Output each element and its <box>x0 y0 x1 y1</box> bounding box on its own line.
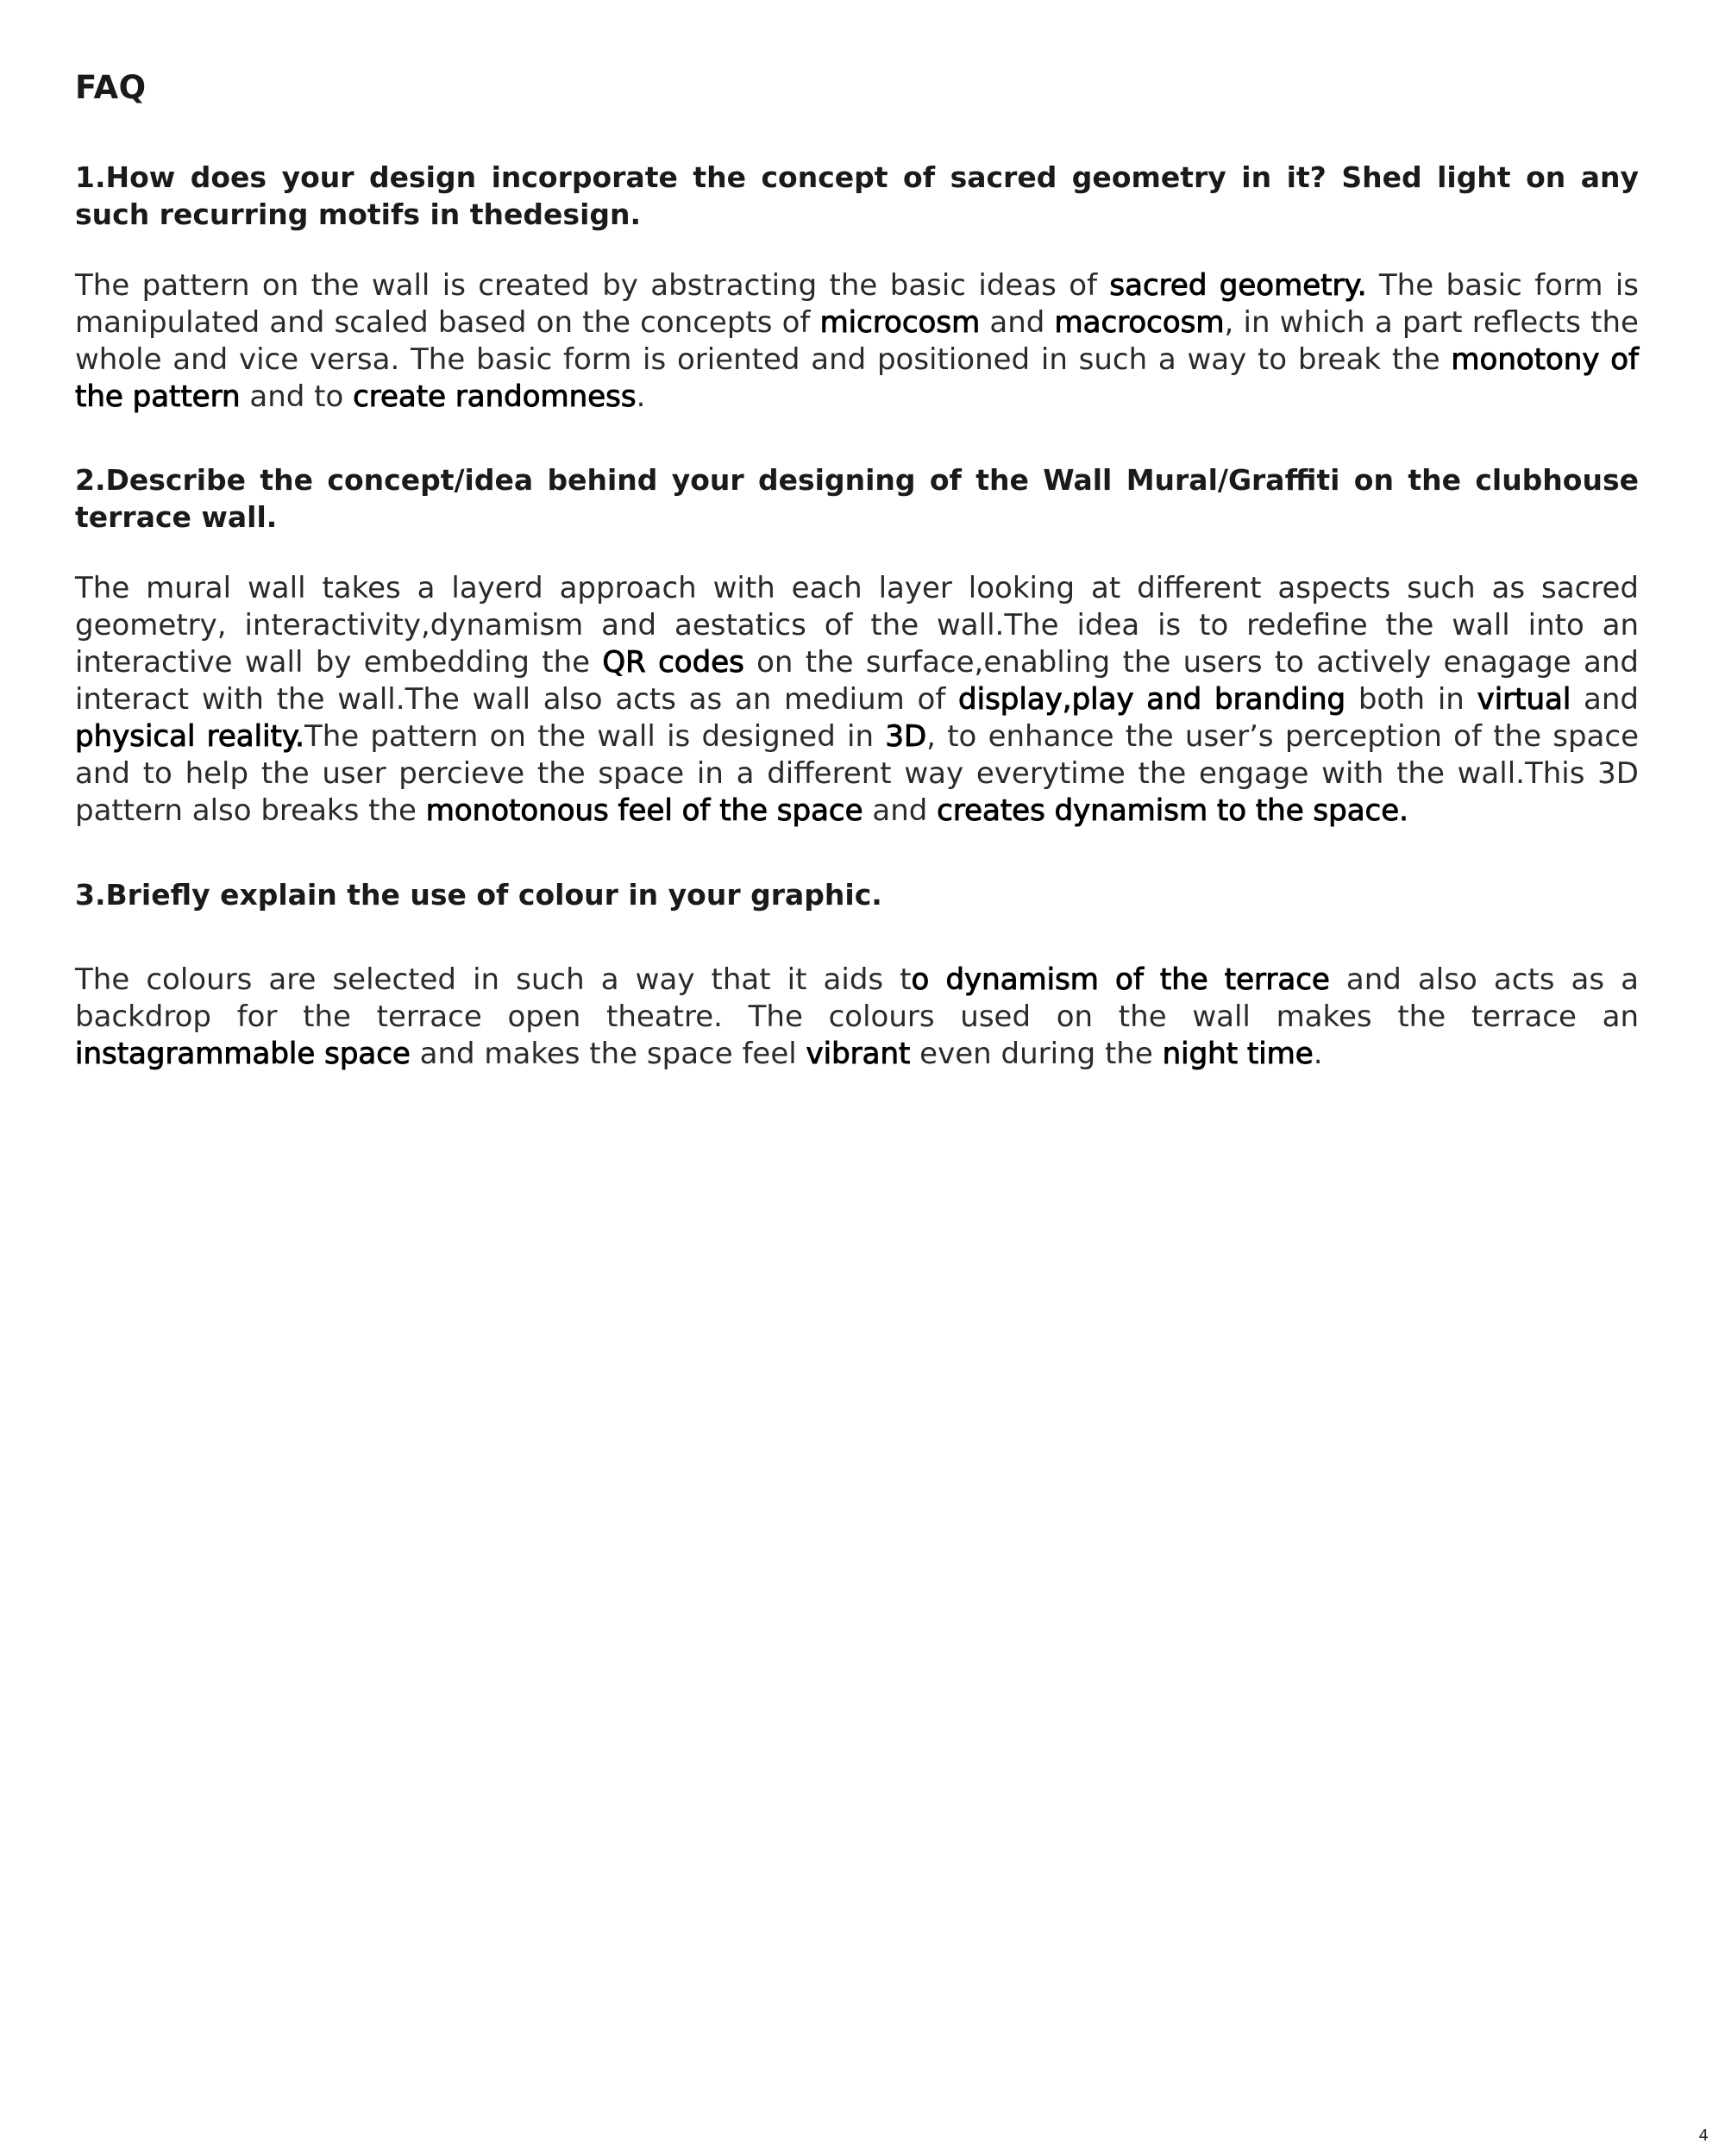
answer-text: . <box>1313 1037 1323 1071</box>
answer-emphasis: virtual <box>1477 682 1571 717</box>
faq-question-1: 1.How does your design incorporate the concept of sacred geometry in it? Shed light on any such recurring motifs in thedesign. <box>75 160 1639 231</box>
answer-emphasis: macrocosm <box>1054 305 1225 340</box>
answer-text: , in which a part reflects the whole and vice versa. The basic form is oriented and positioned in such a way to break the <box>75 305 1639 377</box>
answer-text: and makes the space feel <box>410 1037 806 1071</box>
faq-answer-3 <box>75 962 1639 1073</box>
page-title: FAQ <box>75 69 147 106</box>
answer-emphasis: night time <box>1162 1037 1314 1071</box>
answer-text: , to enhance the user’s perception of the space and to help the user percieve the space in a different way everytime the engage with the wall.This 3D pattern also breaks the <box>75 719 1639 828</box>
answer-text: and <box>980 305 1055 340</box>
answer-emphasis: creates dynamism to the space. <box>937 793 1408 828</box>
answer-emphasis: monotony of the pattern <box>75 342 1640 414</box>
answer-text: even during the <box>910 1037 1163 1071</box>
answer-text: The pattern on the wall is created by abstracting the basic ideas of <box>75 268 1110 303</box>
answer-text: The mural wall takes a layerd approach with each layer looking at different aspects such as sacred geometry, interactivity,dynamism and aestatics of the wall.The idea is to redefine the wall into an interactive wall by embedding the <box>75 571 1639 680</box>
answer-emphasis: display,play and branding <box>958 682 1346 717</box>
answer-text: The colours are selected in such a way that it aids t <box>75 962 912 997</box>
answer-emphasis: monotonous feel of the space <box>425 793 863 828</box>
faq-answer-2 <box>75 570 1639 830</box>
faq-question-3: 3.Briefly explain the use of colour in your graphic. <box>75 878 882 912</box>
answer-emphasis: create randomness <box>353 379 637 414</box>
answer-text: and to <box>240 379 354 414</box>
faq-answer-1 <box>75 267 1639 416</box>
answer-text: The pattern on the wall is designed in <box>304 719 886 754</box>
answer-text: and also acts as a backdrop for the terrace open theatre. The colours used on the wall makes the terrace an <box>75 962 1639 1034</box>
answer-text: . <box>636 379 646 414</box>
answer-text: both in <box>1346 682 1477 717</box>
faq-question-2: 2.Describe the concept/idea behind your designing of the Wall Mural/Graffiti on the clubhouse terrace wall. <box>75 463 1639 534</box>
answer-text: and <box>862 793 938 828</box>
answer-emphasis: o dynamism of the terrace <box>911 962 1330 997</box>
answer-emphasis: microcosm <box>819 305 981 340</box>
answer-emphasis: instagrammable space <box>75 1037 411 1071</box>
answer-text: on the surface,enabling the users to actively enagage and interact with the wall.The wall also acts as an medium of <box>75 645 1639 717</box>
answer-emphasis: QR codes <box>602 645 744 680</box>
answer-emphasis: vibrant <box>806 1037 911 1071</box>
answer-text: and <box>1571 682 1639 717</box>
answer-emphasis: 3D <box>885 719 927 754</box>
answer-text: The basic form is manipulated and scaled based on the concepts of <box>75 268 1639 340</box>
page-number: 4 <box>1698 2127 1709 2145</box>
document-page <box>75 66 1639 1073</box>
answer-emphasis: physical reality. <box>75 719 304 754</box>
answer-emphasis: sacred geometry. <box>1109 268 1367 303</box>
